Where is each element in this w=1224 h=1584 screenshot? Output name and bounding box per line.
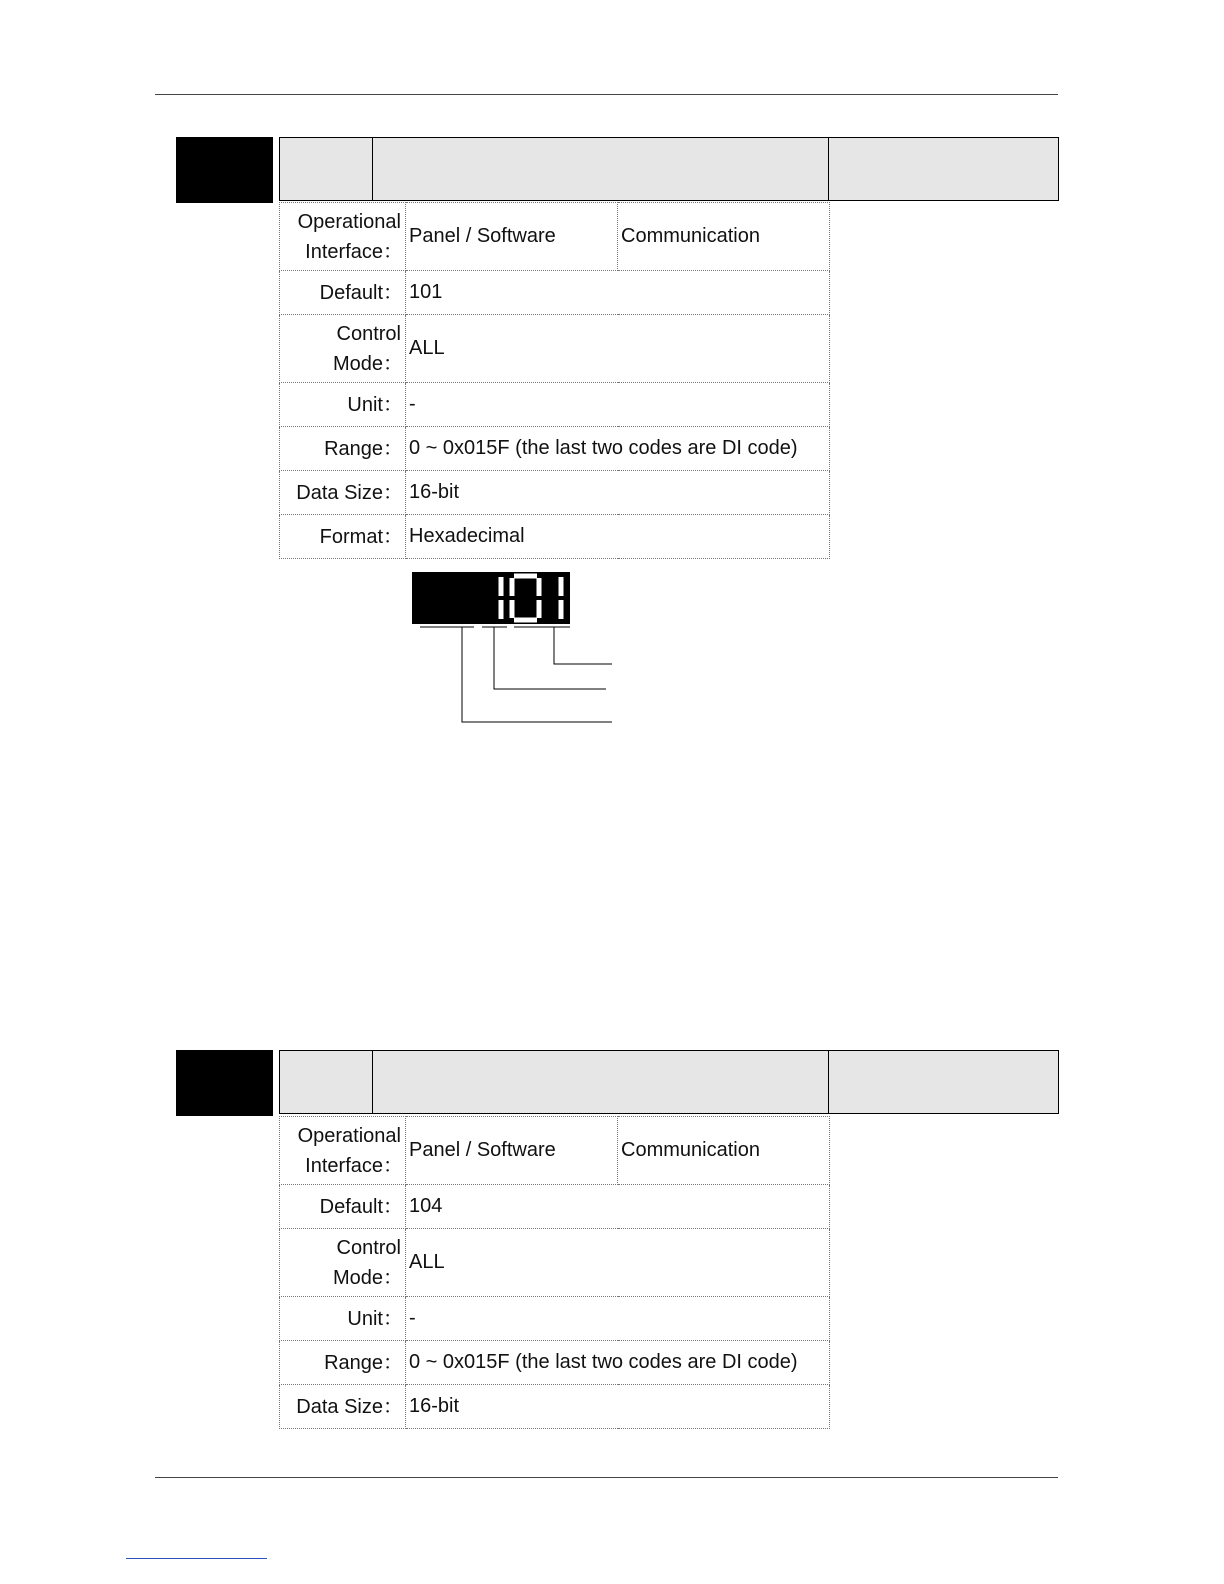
default-label-text: Default xyxy=(319,1195,383,1218)
interface-value-communication: Communication xyxy=(618,203,830,271)
colon: ： xyxy=(383,1395,403,1418)
colon: ： xyxy=(383,481,403,504)
parameter-code-tab xyxy=(176,137,273,203)
format-label xyxy=(280,515,406,559)
data-size-value: 16-bit xyxy=(406,1385,830,1429)
interface-label xyxy=(280,203,406,271)
colon: ： xyxy=(383,1195,403,1218)
parameter-header-reference xyxy=(828,1050,1059,1114)
interface-label-line2: Interface xyxy=(305,1154,383,1177)
row-range xyxy=(280,1341,830,1385)
row-data-size xyxy=(280,471,830,515)
format-value: Hexadecimal xyxy=(406,515,830,559)
colon: ： xyxy=(383,1154,403,1177)
interface-label xyxy=(280,1117,406,1185)
interface-label-line2: Interface xyxy=(305,240,383,263)
interface-value-panel: Panel / Software xyxy=(406,203,618,271)
data-size-label xyxy=(280,1385,406,1429)
range-value: 0 ~ 0x015F (the last two codes are DI code) xyxy=(406,1341,830,1385)
parameter-header-name xyxy=(372,137,829,201)
parameter-code-tab xyxy=(176,1050,273,1116)
footer-link-underline[interactable] xyxy=(126,1558,267,1559)
format-label-text: Format xyxy=(319,525,383,548)
control-mode-value: ALL xyxy=(406,315,830,383)
parameter-table-2 xyxy=(279,1116,830,1429)
data-size-value: 16-bit xyxy=(406,471,830,515)
parameter-header-reference xyxy=(828,137,1059,201)
control-mode-value: ALL xyxy=(406,1229,830,1297)
control-label-line2: Mode xyxy=(332,1266,383,1289)
control-label-line2: Mode xyxy=(332,352,383,375)
parameter-header-address xyxy=(279,137,373,201)
interface-label-line1: Operational xyxy=(297,1124,401,1147)
colon: ： xyxy=(383,1266,403,1289)
default-value: 101 xyxy=(406,271,830,315)
control-label-line1: Control xyxy=(336,1236,401,1259)
seven-segment-display xyxy=(412,572,570,624)
control-mode-label xyxy=(280,315,406,383)
parameter-header-name xyxy=(372,1050,829,1114)
data-size-label-text: Data Size xyxy=(296,1395,383,1418)
row-default xyxy=(280,1185,830,1229)
row-unit xyxy=(280,1297,830,1341)
row-range xyxy=(280,427,830,471)
row-default xyxy=(280,271,830,315)
colon: ： xyxy=(383,393,403,416)
colon: ： xyxy=(383,525,403,548)
colon: ： xyxy=(383,281,403,304)
row-control-mode xyxy=(280,1229,830,1297)
colon: ： xyxy=(383,240,403,263)
interface-value-panel: Panel / Software xyxy=(406,1117,618,1185)
control-label-line1: Control xyxy=(336,322,401,345)
row-interface xyxy=(280,203,830,271)
default-value: 104 xyxy=(406,1185,830,1229)
unit-label xyxy=(280,1297,406,1341)
colon: ： xyxy=(383,1351,403,1374)
row-unit xyxy=(280,383,830,427)
interface-value-communication: Communication xyxy=(618,1117,830,1185)
parameter-table-1 xyxy=(279,202,830,559)
colon: ： xyxy=(383,437,403,460)
data-size-label xyxy=(280,471,406,515)
digit-callout-lines xyxy=(412,624,622,728)
data-size-label-text: Data Size xyxy=(296,481,383,504)
row-data-size xyxy=(280,1385,830,1429)
default-label xyxy=(280,271,406,315)
colon: ： xyxy=(383,352,403,375)
row-control-mode xyxy=(280,315,830,383)
row-interface xyxy=(280,1117,830,1185)
unit-label xyxy=(280,383,406,427)
row-format xyxy=(280,515,830,559)
default-label-text: Default xyxy=(319,281,383,304)
unit-value: - xyxy=(406,383,830,427)
header-rule xyxy=(155,94,1058,95)
control-mode-label xyxy=(280,1229,406,1297)
unit-label-text: Unit xyxy=(347,393,383,416)
range-label-text: Range xyxy=(324,1351,383,1374)
unit-value: - xyxy=(406,1297,830,1341)
display-digits xyxy=(412,572,570,624)
default-label xyxy=(280,1185,406,1229)
range-value: 0 ~ 0x015F (the last two codes are DI code) xyxy=(406,427,830,471)
interface-label-line1: Operational xyxy=(297,210,401,233)
parameter-header-address xyxy=(279,1050,373,1114)
range-label-text: Range xyxy=(324,437,383,460)
range-label xyxy=(280,427,406,471)
unit-label-text: Unit xyxy=(347,1307,383,1330)
colon: ： xyxy=(383,1307,403,1330)
footer-rule xyxy=(155,1477,1058,1478)
range-label xyxy=(280,1341,406,1385)
